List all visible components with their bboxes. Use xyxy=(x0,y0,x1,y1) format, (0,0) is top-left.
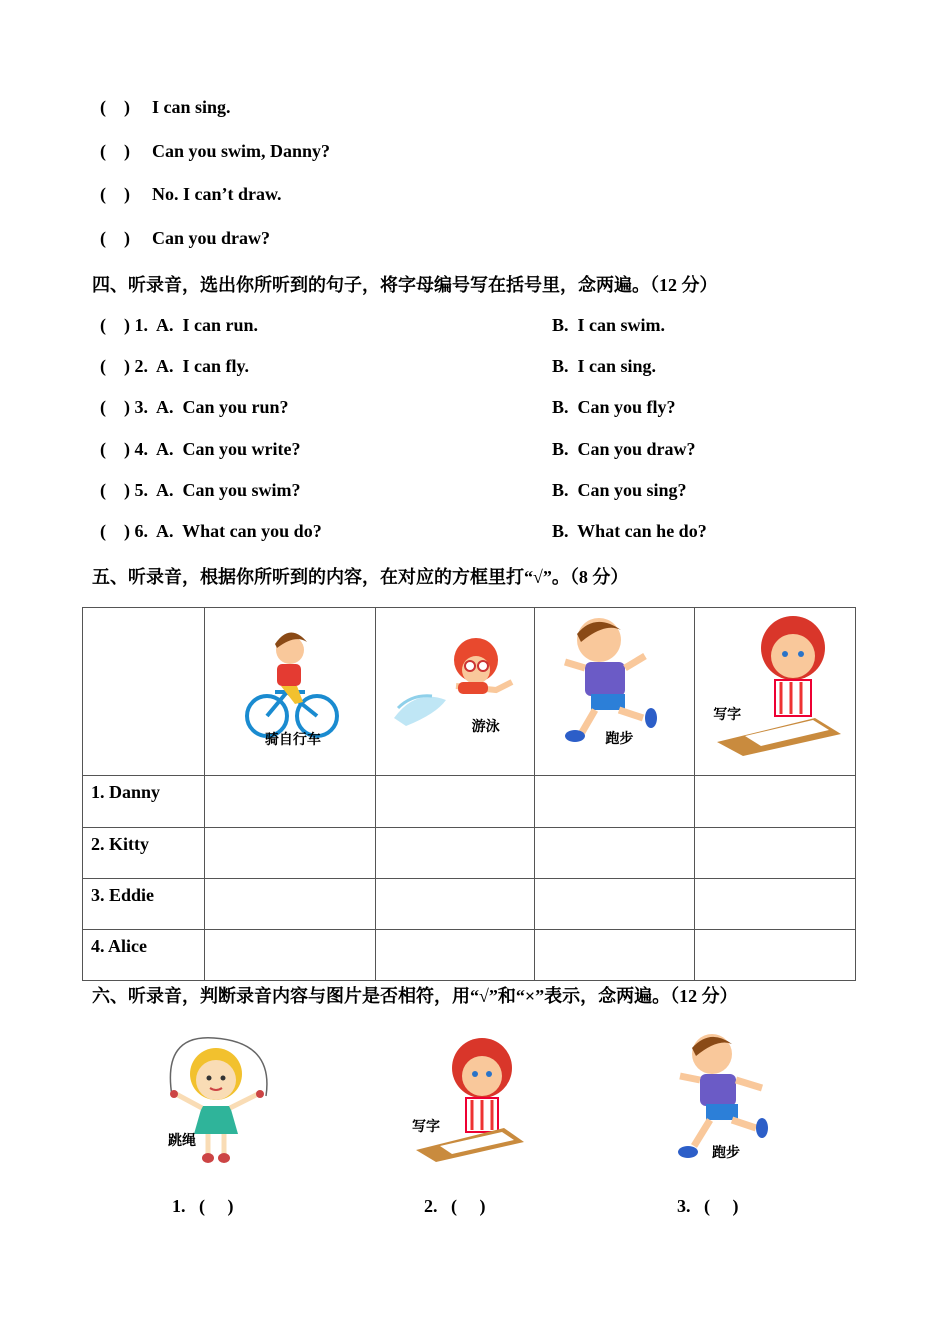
tick-box[interactable] xyxy=(695,930,856,981)
tick-table xyxy=(82,607,856,981)
choice-b[interactable]: B. Can you sing? xyxy=(552,480,687,500)
question-line xyxy=(100,228,270,249)
choice-a[interactable]: ( ) 1. A. I can run. xyxy=(100,315,259,335)
running-boy-icon xyxy=(535,608,695,774)
section-5-heading: 五、听录音，根据你所听到的内容，在对应的方框里打“√”。（8 分） xyxy=(92,567,629,587)
question-line xyxy=(100,97,231,118)
answer-blank-3[interactable]: 3. ( ) xyxy=(677,1196,739,1216)
picture-1 xyxy=(158,1034,278,1170)
section-4-heading: 四、听录音，选出你所听到的句子，将字母编号写在括号里，念两遍。（12 分） xyxy=(92,275,718,295)
header-cell-run xyxy=(535,608,695,776)
choice-b[interactable]: B. Can you draw? xyxy=(552,439,696,459)
tick-box[interactable] xyxy=(695,828,856,879)
swimming-girl-icon xyxy=(376,608,536,774)
answer-paren[interactable]: ( ) xyxy=(100,141,130,161)
header-cell-swim xyxy=(375,608,535,776)
answer-blank-1[interactable]: 1. ( ) xyxy=(172,1196,234,1216)
tick-box[interactable] xyxy=(375,879,535,930)
row-name: 3. Eddie xyxy=(83,879,205,930)
question-text: I can sing. xyxy=(152,97,231,117)
choice-a[interactable]: ( ) 3. A. Can you run? xyxy=(100,397,289,417)
picture-2 xyxy=(408,1034,528,1164)
choice-a[interactable]: ( ) 6. A. What can you do? xyxy=(100,521,322,541)
question-line xyxy=(100,141,330,162)
row-name: 1. Danny xyxy=(83,776,205,828)
row-name: 4. Alice xyxy=(83,930,205,981)
tick-box[interactable] xyxy=(535,828,695,879)
question-text: Can you swim, Danny? xyxy=(152,141,331,161)
tick-box[interactable] xyxy=(204,930,375,981)
caption-jump-rope: 跳绳 xyxy=(168,1133,196,1149)
choice-a[interactable]: ( ) 2. A. I can fly. xyxy=(100,356,250,376)
writing-girl-icon xyxy=(695,608,856,774)
header-empty-cell xyxy=(83,608,205,776)
tick-box[interactable] xyxy=(375,776,535,828)
choice-a[interactable]: ( ) 5. A. Can you swim? xyxy=(100,480,301,500)
tick-box[interactable] xyxy=(535,930,695,981)
question-text: No. I can’t draw. xyxy=(152,184,282,204)
answer-paren[interactable]: ( ) xyxy=(100,97,130,117)
choice-a[interactable]: ( ) 4. A. Can you write? xyxy=(100,439,301,459)
tick-box[interactable] xyxy=(535,879,695,930)
caption-write-2: 写字 xyxy=(412,1119,440,1135)
writing-girl-icon xyxy=(408,1034,528,1164)
choice-b[interactable]: B. I can sing. xyxy=(552,356,657,376)
tick-box[interactable] xyxy=(375,828,535,879)
tick-box[interactable] xyxy=(535,776,695,828)
caption-write: 写字 xyxy=(713,707,742,723)
picture-3 xyxy=(666,1028,776,1170)
caption-swim: 游泳 xyxy=(471,719,500,735)
answer-paren[interactable]: ( ) xyxy=(100,228,130,248)
caption-bicycle: 骑自行车 xyxy=(264,732,321,748)
answer-blank-2[interactable]: 2. ( ) xyxy=(424,1196,486,1216)
choice-b[interactable]: B. What can he do? xyxy=(552,521,707,541)
header-cell-bicycle xyxy=(204,608,375,776)
question-text: Can you draw? xyxy=(152,228,271,248)
row-name: 2. Kitty xyxy=(83,828,205,879)
tick-box[interactable] xyxy=(695,879,856,930)
choice-b[interactable]: B. Can you fly? xyxy=(552,397,676,417)
tick-box[interactable] xyxy=(695,776,856,828)
section-6-heading: 六、听录音，判断录音内容与图片是否相符，用“√”和“×”表示，念两遍。（12 分） xyxy=(92,986,738,1006)
choice-b[interactable]: B. I can swim. xyxy=(552,315,666,335)
question-line xyxy=(100,184,282,205)
header-cell-write xyxy=(695,608,856,776)
tick-box[interactable] xyxy=(204,879,375,930)
bicycle-boy-icon xyxy=(205,608,376,774)
tick-box[interactable] xyxy=(204,828,375,879)
caption-run: 跑步 xyxy=(605,731,634,747)
tick-box[interactable] xyxy=(375,930,535,981)
caption-run-2: 跑步 xyxy=(712,1145,740,1161)
answer-paren[interactable]: ( ) xyxy=(100,184,130,204)
tick-box[interactable] xyxy=(204,776,375,828)
